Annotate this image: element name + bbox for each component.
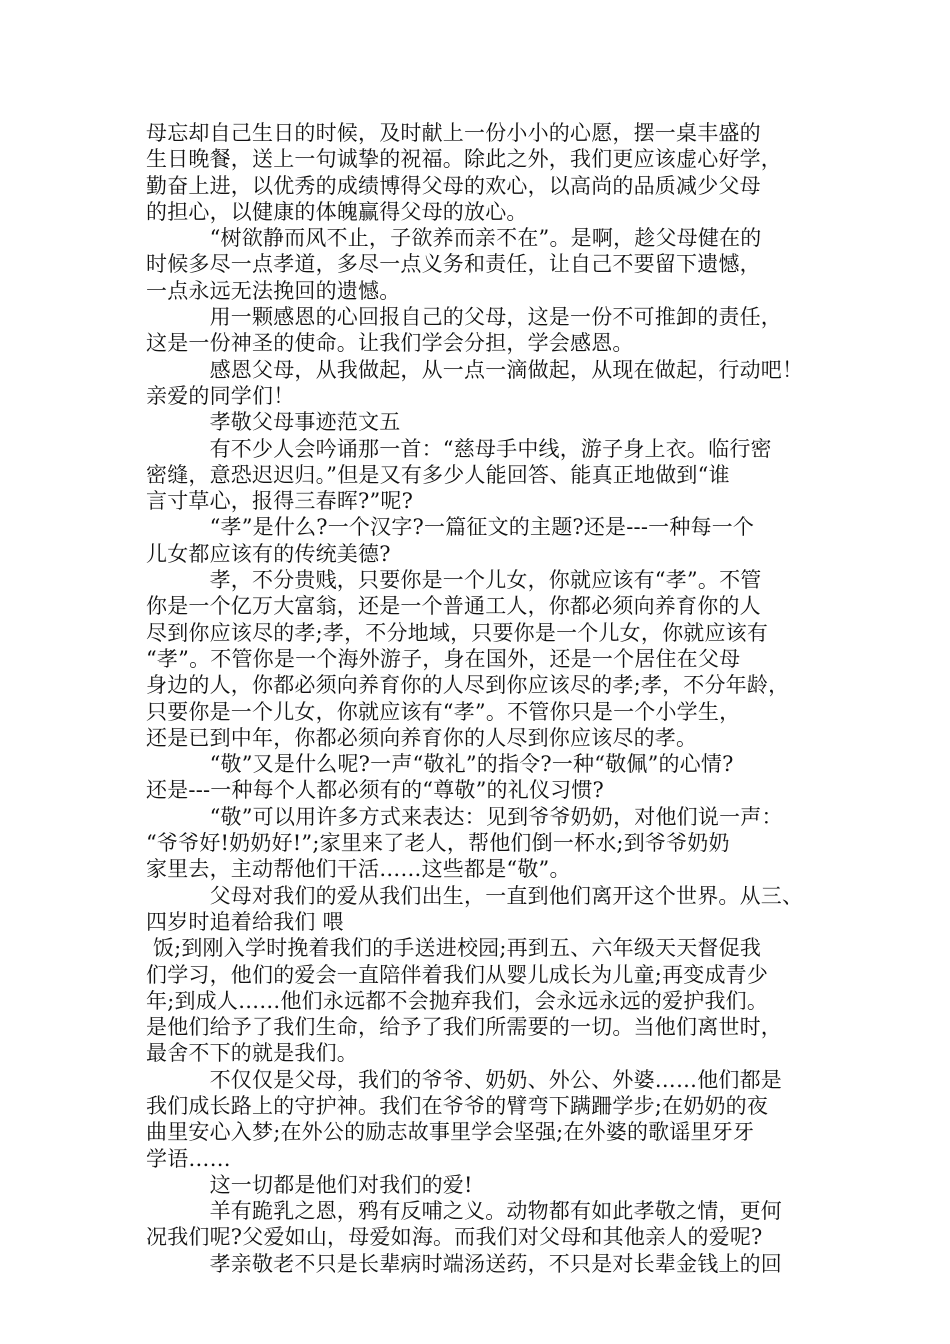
- text-line: 亲爱的同学们！: [146, 383, 295, 408]
- text-line: “孝”是什么?一个汉字?一篇征文的主题?还是---一种每一个: [146, 515, 755, 540]
- text-line: “敬”又是什么呢?一声“敬礼”的指令?一种“敬佩”的心情?: [146, 752, 734, 777]
- text-line: 勤奋上进，以优秀的成绩博得父母的欢心，以高尚的品质减少父母: [146, 173, 761, 198]
- text-line: 用一颗感恩的心回报自己的父母，这是一份不可推卸的责任，: [146, 305, 782, 330]
- text-line: 孝，不分贵贱，只要你是一个儿女，你就应该有“孝”。不管: [146, 568, 762, 593]
- text-line: “树欲静而风不止，子欲养而亲不在”。是啊，趁父母健在的: [146, 226, 762, 251]
- text-line: 感恩父母，从我做起，从一点一滴做起，从现在做起，行动吧！: [146, 357, 804, 382]
- text-line: 况我们呢?父爱如山，母爱如海。而我们对父母和其他亲人的爱呢?: [146, 1225, 763, 1250]
- text-line: 是他们给予了我们生命，给予了我们所需要的一切。当他们离世时，: [146, 1015, 782, 1040]
- text-line: 们学习，他们的爱会一直陪伴着我们从婴儿成长为儿童;再变成青少: [146, 962, 769, 987]
- text-line: 一点永远无法挽回的遗憾。: [146, 278, 401, 303]
- text-line: 不仅仅是父母，我们的爷爷、奶奶、外公、外婆……他们都是: [146, 1067, 782, 1092]
- text-line: 羊有跪乳之恩，鸦有反哺之义。动物都有如此孝敬之情，更何: [146, 1199, 782, 1224]
- text-line: 生日晚餐，送上一句诚挚的祝福。除此之外，我们更应该虚心好学，: [146, 147, 782, 172]
- text-line: “孝”。不管你是一个海外游子，身在国外，还是一个居住在父母: [146, 646, 741, 671]
- text-line: 儿女都应该有的传统美德?: [146, 541, 391, 566]
- text-line: 尽到你应该尽的孝;孝，不分地域，只要你是一个儿女，你就应该有: [146, 620, 769, 645]
- text-line: 时候多尽一点孝道，多尽一点义务和责任，让自己不要留下遗憾，: [146, 252, 761, 277]
- text-line: 最舍不下的就是我们。: [146, 1041, 358, 1066]
- text-line: 学语……: [146, 1146, 231, 1171]
- text-line: 身边的人，你都必须向养育你的人尽到你应该尽的孝;孝，不分年龄，: [146, 673, 790, 698]
- document-text: [146, 120, 808, 1277]
- text-line: 曲里安心入梦;在外公的励志故事里学会坚强;在外婆的歌谣里牙牙: [146, 1120, 755, 1145]
- text-line: 密缝，意恐迟迟归。”但是又有多少人能回答、能真正地做到“谁: [146, 462, 730, 487]
- text-line: 母忘却自己生日的时候，及时献上一份小小的心愿，摆一桌丰盛的: [146, 121, 761, 145]
- text-line: 的担心，以健康的体魄赢得父母的放心。: [146, 199, 528, 224]
- text-line: 父母对我们的爱从我们出生，一直到他们离开这个世界。从三、: [146, 883, 804, 908]
- text-line: “爷爷好!奶奶好!”;家里来了老人，帮他们倒一杯水;到爷爷奶奶: [146, 831, 730, 856]
- text-line: 有不少人会吟诵那一首：“慈母手中线，游子身上衣。临行密: [146, 436, 772, 461]
- text-line: “敬”可以用许多方式来表达：见到爷爷奶奶，对他们说一声：: [146, 804, 783, 829]
- text-line: 言寸草心，报得三春晖?”呢?: [146, 489, 414, 514]
- text-line: 你是一个亿万大富翁，还是一个普通工人，你都必须向养育你的人: [146, 594, 761, 619]
- text-line: 还是---一种每个人都必须有的“尊敬”的礼仪习惯?: [146, 778, 605, 803]
- text-line: 只要你是一个儿女，你就应该有“孝”。不管你只是一个小学生，: [146, 699, 741, 724]
- text-line: 这是一份神圣的使命。让我们学会分担，学会感恩。: [146, 331, 634, 356]
- text-line: 饭;到刚入学时挽着我们的手送进校园;再到五、六年级天天督促我: [146, 936, 762, 961]
- text-line: 还是已到中年，你都必须向养育你的人尽到你应该尽的孝。: [146, 725, 698, 750]
- text-line: 这一切都是他们对我们的爱!: [146, 1172, 473, 1197]
- text-line: 年;到成人……他们永远都不会抛弃我们，会永远永远的爱护我们。: [146, 988, 769, 1013]
- text-line: 孝亲敬老不只是长辈病时端汤送药，不只是对长辈金钱上的回: [146, 1251, 782, 1276]
- text-line: 我们成长路上的守护神。我们在爷爷的臂弯下蹒跚学步;在奶奶的夜: [146, 1093, 769, 1118]
- text-line: 孝敬父母事迹范文五: [146, 410, 401, 435]
- text-line: 四岁时追着给我们 喂: [146, 909, 344, 934]
- text-line: 家里去，主动帮他们干活……这些都是“敬”。: [146, 857, 571, 882]
